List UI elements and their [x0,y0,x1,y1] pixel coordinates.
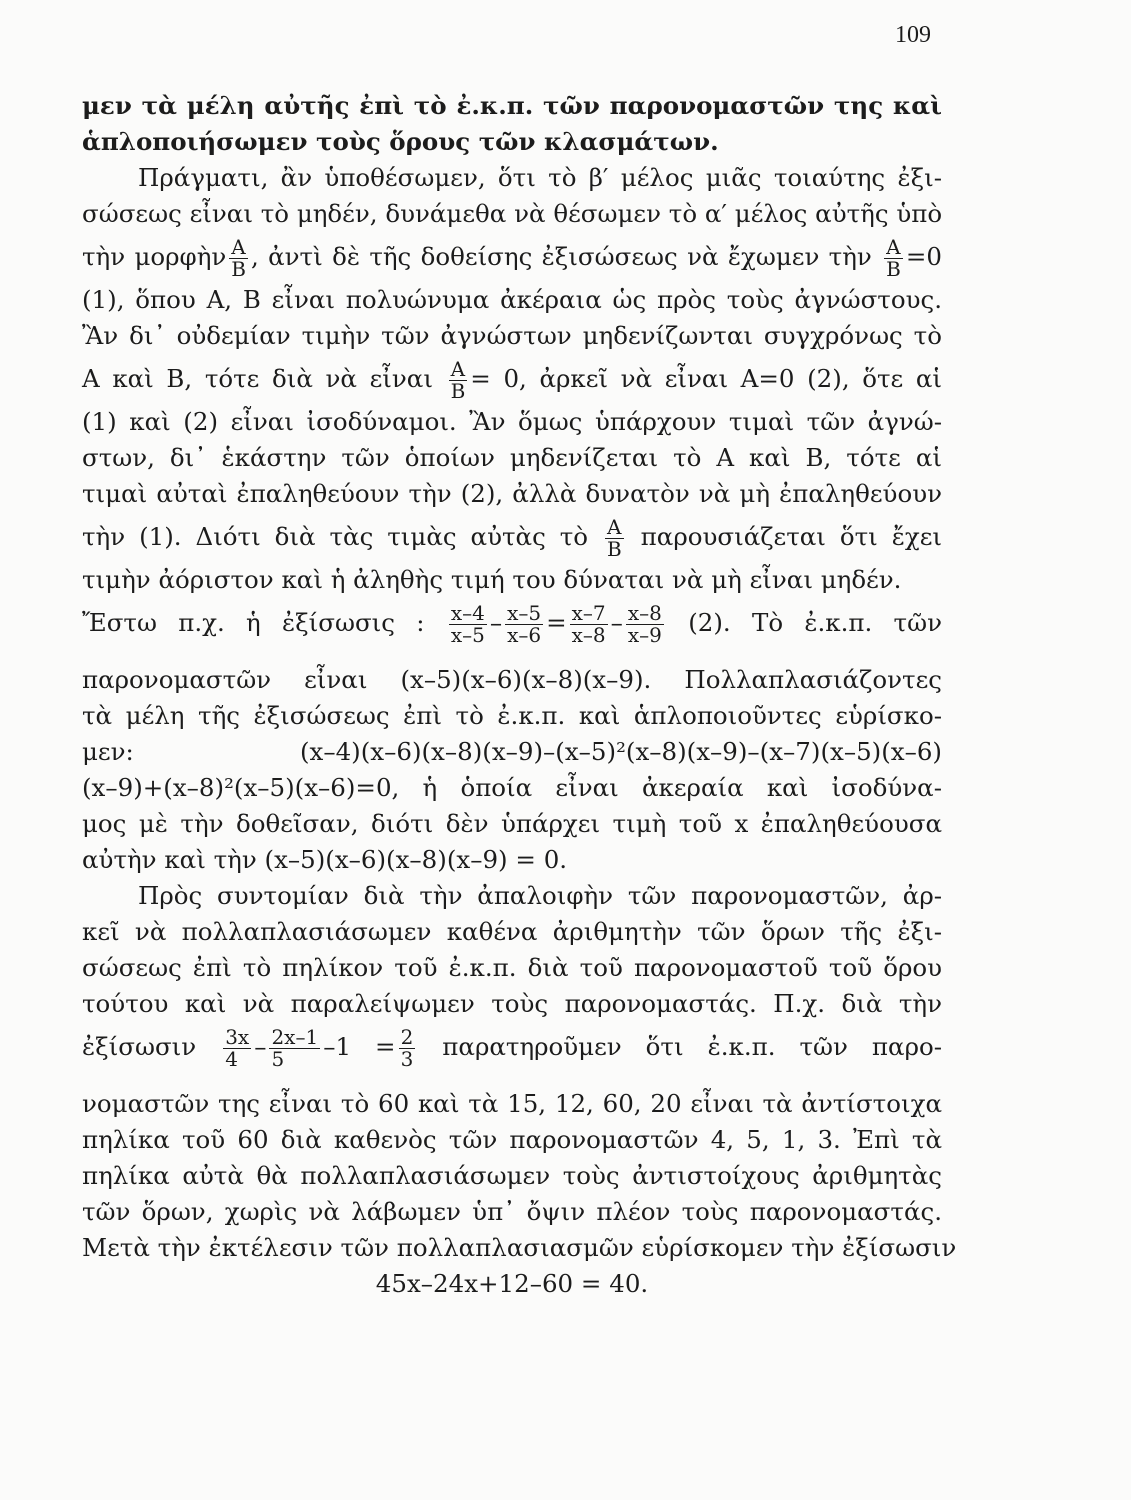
equation-line [82,598,942,648]
text-line: τῶν ὅρων, χωρὶς νὰ λάβωμεν ὑπ᾽ ὄψιν πλέον τοὺς παρονομαστάς. [82,1197,942,1226]
text-segment: τὴν μορφὴν [82,242,227,271]
text-line: (x–9)+(x–8)²(x–5)(x–6)=0, ἡ ὁποία εἶναι ἀκεραία καὶ ἰσοδύνα- [82,773,942,802]
text-segment: =0 [905,242,942,271]
fraction-numerator: 2x–1 [271,1025,319,1049]
text-line: τιμὴν ἀόριστον καὶ ἡ ἀληθὴς τιμή του δύναται νὰ μὴ εἶναι μηδέν. [82,565,902,594]
text-line: Πράγματι, ἂν ὑποθέσωμεν, ὅτι τὸ β′ μέλος μιᾶς τοιαύτης ἐξι- [138,163,942,192]
text-segment: , ἀντὶ δὲ τῆς δοθείσης ἐξισώσεως νὰ ἔχωμεν τὴν [250,242,872,271]
equation-fraction [626,603,664,646]
operator: –1 = [323,1032,396,1061]
text-line: μεν: (x–4)(x–6)(x–8)(x–9)–(x–5)²(x–8)(x–9)–(x–7)(x–5)(x–6) [82,737,942,766]
fraction-numerator: x–5 [507,601,542,625]
text-line: κεῖ νὰ πολλαπλασιάσωμεν καθένα ἀριθμητὴν τῶν ὅρων τῆς ἐξι- [82,917,942,946]
text-line: σώσεως ἐπὶ τὸ πηλίκον τοῦ ἐ.κ.π. διὰ τοῦ παρονομαστοῦ τοῦ ὅρου [82,953,942,982]
fraction-denominator: Β [607,537,622,561]
fraction-numerator: x–7 [571,601,606,625]
equation-fraction [570,603,608,646]
fraction-denominator: Β [450,379,466,403]
text-line: στων, δι᾽ ἑκάστην τῶν ὁποίων μηδενίζεται τὸ Α καὶ Β, τότε αἱ [82,443,942,472]
page-number: 109 [895,22,931,48]
fraction-denominator: Β [231,257,246,281]
text-segment: παρατηροῦμεν ὅτι ἐ.κ.π. τῶν παρο- [442,1032,943,1061]
fraction-numerator: Α [884,237,903,259]
fraction-numerator: Α [229,237,248,259]
text-line: (1) καὶ (2) εἶναι ἰσοδύναμοι. Ἂν ὅμως ὑπάρχουν τιμαὶ τῶν ἀγνώ- [82,407,942,436]
fraction-denominator: x–6 [507,623,542,647]
text-line: ἁπλοποιήσωμεν τοὺς ὅρους τῶν κλασμάτων. [82,127,719,156]
text-segment: (2). Τὸ ἐ.κ.π. τῶν [688,608,942,637]
text-line: νομαστῶν της εἶναι τὸ 60 καὶ τὰ 15, 12, 60, 20 εἶναι τὰ ἀντίστοιχα [82,1089,942,1118]
text-line-with-fraction [82,232,942,282]
fraction-numerator: Α [605,517,624,539]
text-line-with-fraction [82,354,942,404]
text-line: τὰ μέλη τῆς ἐξισώσεως ἐπὶ τὸ ἐ.κ.π. καὶ ἁπλοποιοῦντες εὑρίσκο- [82,701,942,730]
fraction-denominator: x–8 [571,623,606,647]
text-segment: Ἔστω π.χ. ἡ ἐξίσωσις : [82,608,425,637]
fraction-numerator: 2 [400,1025,414,1049]
text-segment: ἐξίσωσιν [82,1032,197,1061]
text-line: μος μὲ τὴν δοθεῖσαν, διότι δὲν ὑπάρχει τιμὴ τοῦ x ἐπαληθεύουσα [82,809,942,838]
fraction-a-over-b [229,237,248,280]
text-line-with-fraction [82,512,942,562]
equation-fraction [269,1027,320,1070]
fraction-numerator: x–4 [450,601,485,625]
text-line: μεν τὰ μέλη αὐτῆς ἐπὶ τὸ ἐ.κ.π. τῶν παρονομαστῶν της καὶ [82,91,942,120]
result-equation: 45x–24x+12–60 = 40. [375,1269,649,1298]
fraction-denominator: 3 [400,1047,414,1071]
fraction-denominator: 4 [225,1047,238,1071]
text-line: πηλίκα αὐτὰ θὰ πολλαπλασιάσωμεν τοὺς ἀντιστοίχους ἀριθμητὰς [82,1161,942,1190]
text-segment: Α καὶ Β, τότε διὰ νὰ εἶναι [82,364,433,393]
text-line: τούτου καὶ νὰ παραλείψωμεν τοὺς παρονομαστάς. Π.χ. διὰ τὴν [82,989,942,1018]
fraction-denominator: Β [886,257,901,281]
text-line: παρονομαστῶν εἶναι (x–5)(x–6)(x–8)(x–9). Πολλαπλασιάζοντες [82,665,942,694]
text-segment: τὴν (1). Διότι διὰ τὰς τιμὰς αὐτὰς τὸ [82,522,589,551]
text-line: Ἂν δι᾽ οὐδεμίαν τιμὴν τῶν ἀγνώστων μηδενίζωνται συγχρόνως τὸ [82,321,942,350]
fraction-numerator: 3x [225,1025,250,1049]
text-line: πηλίκα τοῦ 60 διὰ καθενὸς τῶν παρονομαστῶν 4, 5, 1, 3. Ἐπὶ τὰ [82,1125,942,1154]
fraction-a-over-b [605,517,624,560]
operator: – [610,608,623,637]
text-segment: παρουσιάζεται ὅτι ἔχει [640,522,943,551]
equation-fraction [223,1027,251,1070]
operator: – [254,1032,267,1061]
fraction-denominator: x–9 [627,623,662,647]
operator: – [489,608,503,637]
fraction-denominator: x–5 [450,623,485,647]
text-segment: = 0, ἀρκεῖ νὰ εἶναι Α=0 (2), ὅτε αἱ [470,364,943,393]
text-line: σώσεως εἶναι τὸ μηδέν, δυνάμεθα νὰ θέσωμεν τὸ α′ μέλος αὐτῆς ὑπὸ [82,199,943,228]
text-line: αὐτὴν καὶ τὴν (x–5)(x–6)(x–8)(x–9) = 0. [82,845,568,874]
equation-fraction [399,1027,416,1070]
equation-line [82,1022,942,1072]
fraction-numerator: Α [449,359,468,381]
text-line: Μετὰ τὴν ἐκτέλεσιν τῶν πολλαπλασιασμῶν εὑρίσκομεν τὴν ἐξίσωσιν [82,1233,957,1262]
text-line: Πρὸς συντομίαν διὰ τὴν ἀπαλοιφὴν τῶν παρονομαστῶν, ἀρ- [138,881,942,910]
page-body [82,88,957,1302]
equation-fraction [505,603,543,646]
equation-fraction [449,603,487,646]
fraction-numerator: x–8 [627,601,662,625]
fraction-a-over-b [884,237,903,280]
text-line: (1), ὅπου Α, Β εἶναι πολυώνυμα ἀκέραια ὡς πρὸς τοὺς ἀγνώστους. [82,285,942,314]
operator: = [546,608,567,637]
text-line: τιμαὶ αὐταὶ ἐπαληθεύουν τὴν (2), ἀλλὰ δυνατὸν νὰ μὴ ἐπαληθεύουν [82,479,942,508]
fraction-denominator: 5 [271,1047,285,1071]
fraction-a-over-b [449,359,468,402]
